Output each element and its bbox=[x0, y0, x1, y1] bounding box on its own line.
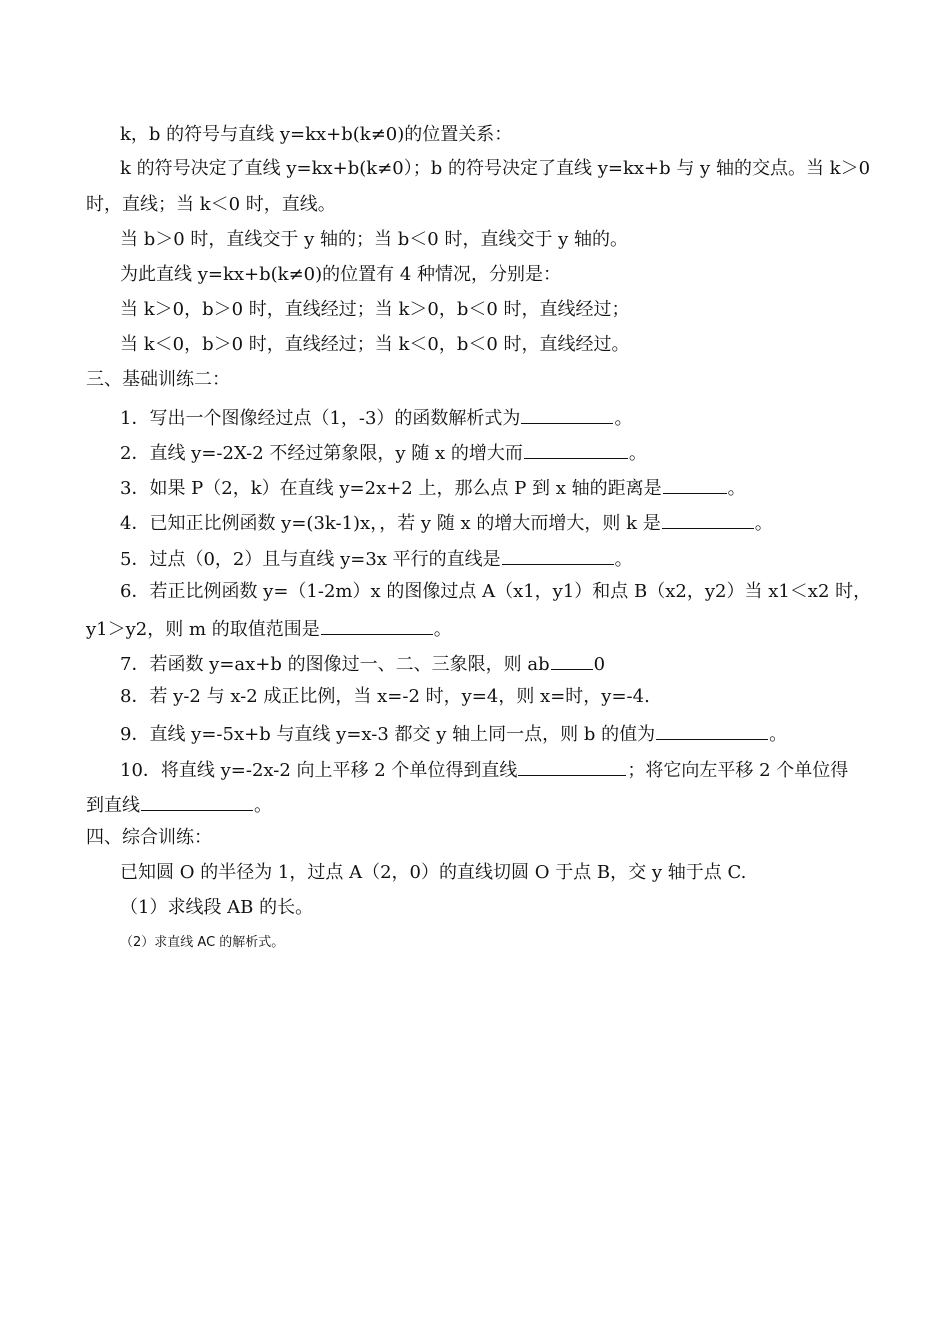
question-8: 8．若 y-2 与 x-2 成正比例，当 x=-2 时，y=4，则 x=时，y=-4. bbox=[120, 686, 650, 707]
question-9-text: 9．直线 y=-5x+b 与直线 y=x-3 都交 y 轴上同一点，则 b 的值为 bbox=[120, 724, 656, 745]
answer-blank[interactable] bbox=[551, 651, 593, 670]
question-10-text-2: 到直线 bbox=[86, 795, 140, 816]
question-6-line-1: 6．若正比例函数 y=（1-2m）x 的图像过点 A（x1，y1）和点 B（x2，y2）当 x1＜x2 时， bbox=[120, 581, 872, 602]
question-3 bbox=[120, 475, 746, 497]
question-7 bbox=[120, 651, 605, 673]
answer-blank[interactable] bbox=[521, 405, 613, 424]
question-5 bbox=[120, 546, 633, 568]
question-7-text: 7．若函数 y=ax+b 的图像过一、二、三象限，则 ab bbox=[120, 654, 550, 675]
problem-part-1: （1）求线段 AB 的长。 bbox=[120, 897, 314, 918]
answer-blank[interactable] bbox=[656, 721, 768, 740]
question-2-text: 2．直线 y=-2X-2 不经过第象限，y 随 x 的增大而 bbox=[120, 443, 523, 464]
answer-blank[interactable] bbox=[502, 546, 614, 565]
question-1-text: 1．写出一个图像经过点（1，-3）的函数解析式为 bbox=[120, 408, 521, 429]
question-1-end: 。 bbox=[614, 408, 633, 429]
section-heading-comprehensive-training: 四、综合训练： bbox=[86, 827, 212, 848]
answer-blank[interactable] bbox=[524, 440, 628, 459]
text-line-cases-k-negative: 当 k＜0，b＞0 时，直线经过；当 k＜0，b＜0 时，直线经过。 bbox=[120, 334, 630, 355]
answer-blank[interactable] bbox=[518, 757, 626, 776]
question-10-end: 。 bbox=[254, 795, 272, 816]
answer-blank[interactable] bbox=[141, 792, 253, 811]
question-10-line-2 bbox=[86, 792, 272, 814]
question-5-end: 。 bbox=[614, 549, 633, 570]
question-4 bbox=[120, 510, 773, 532]
question-9 bbox=[120, 721, 787, 743]
section-heading-basic-training-two: 三、基础训练二： bbox=[86, 369, 230, 390]
question-2-end: 。 bbox=[628, 443, 647, 464]
question-3-end: 。 bbox=[727, 478, 746, 499]
text-line-sign-relation: k，b 的符号与直线 y=kx+b(k≠0)的位置关系： bbox=[120, 124, 513, 145]
problem-statement: 已知圆 O 的半径为 1，过点 A（2，0）的直线切圆 O 于点 B，交 y 轴于点 C. bbox=[120, 862, 747, 883]
question-4-text: 4．已知正比例函数 y=(3k-1)x，，若 y 随 x 的增大而增大，则 k 是 bbox=[120, 513, 661, 534]
question-10-text: 10．将直线 y=-2x-2 向上平移 2 个单位得到直线 bbox=[120, 760, 518, 781]
question-1 bbox=[120, 405, 632, 427]
question-10-line-1 bbox=[120, 757, 848, 779]
question-5-text: 5．过点（0，2）且与直线 y=3x 平行的直线是 bbox=[120, 549, 501, 570]
question-9-end: 。 bbox=[769, 724, 788, 745]
problem-part-2: （2）求直线 AC 的解析式。 bbox=[120, 935, 285, 950]
answer-blank[interactable] bbox=[662, 510, 754, 529]
text-line-k-sign: k 的符号决定了直线 y=kx+b(k≠0）；b 的符号决定了直线 y=kx+b 与 y 轴的交点。当 k＞0 bbox=[120, 158, 871, 179]
text-line-four-cases: 为此直线 y=kx+b(k≠0)的位置有 4 种情况，分别是： bbox=[120, 264, 562, 285]
question-4-end: 。 bbox=[754, 513, 773, 534]
text-line-k-sign-cont: 时，直线；当 k＜0 时，直线。 bbox=[86, 194, 336, 215]
answer-blank[interactable] bbox=[321, 616, 433, 635]
question-7-end: 0 bbox=[593, 654, 606, 675]
question-6-line-2 bbox=[86, 616, 452, 638]
question-6-end: 。 bbox=[433, 619, 452, 640]
text-line-b-sign: 当 b＞0 时，直线交于 y 轴的；当 b＜0 时，直线交于 y 轴的。 bbox=[120, 229, 629, 250]
question-2 bbox=[120, 440, 647, 462]
question-10-text-cont: ；将它向左平移 2 个单位得 bbox=[627, 760, 849, 781]
text-line-cases-k-positive: 当 k＞0，b＞0 时，直线经过；当 k＞0，b＜0 时，直线经过； bbox=[120, 299, 630, 320]
answer-blank[interactable] bbox=[663, 475, 727, 494]
question-3-text: 3．如果 P（2，k）在直线 y=2x+2 上，那么点 P 到 x 轴的距离是 bbox=[120, 478, 662, 499]
question-6-text: y1＞y2，则 m 的取值范围是 bbox=[86, 619, 320, 640]
